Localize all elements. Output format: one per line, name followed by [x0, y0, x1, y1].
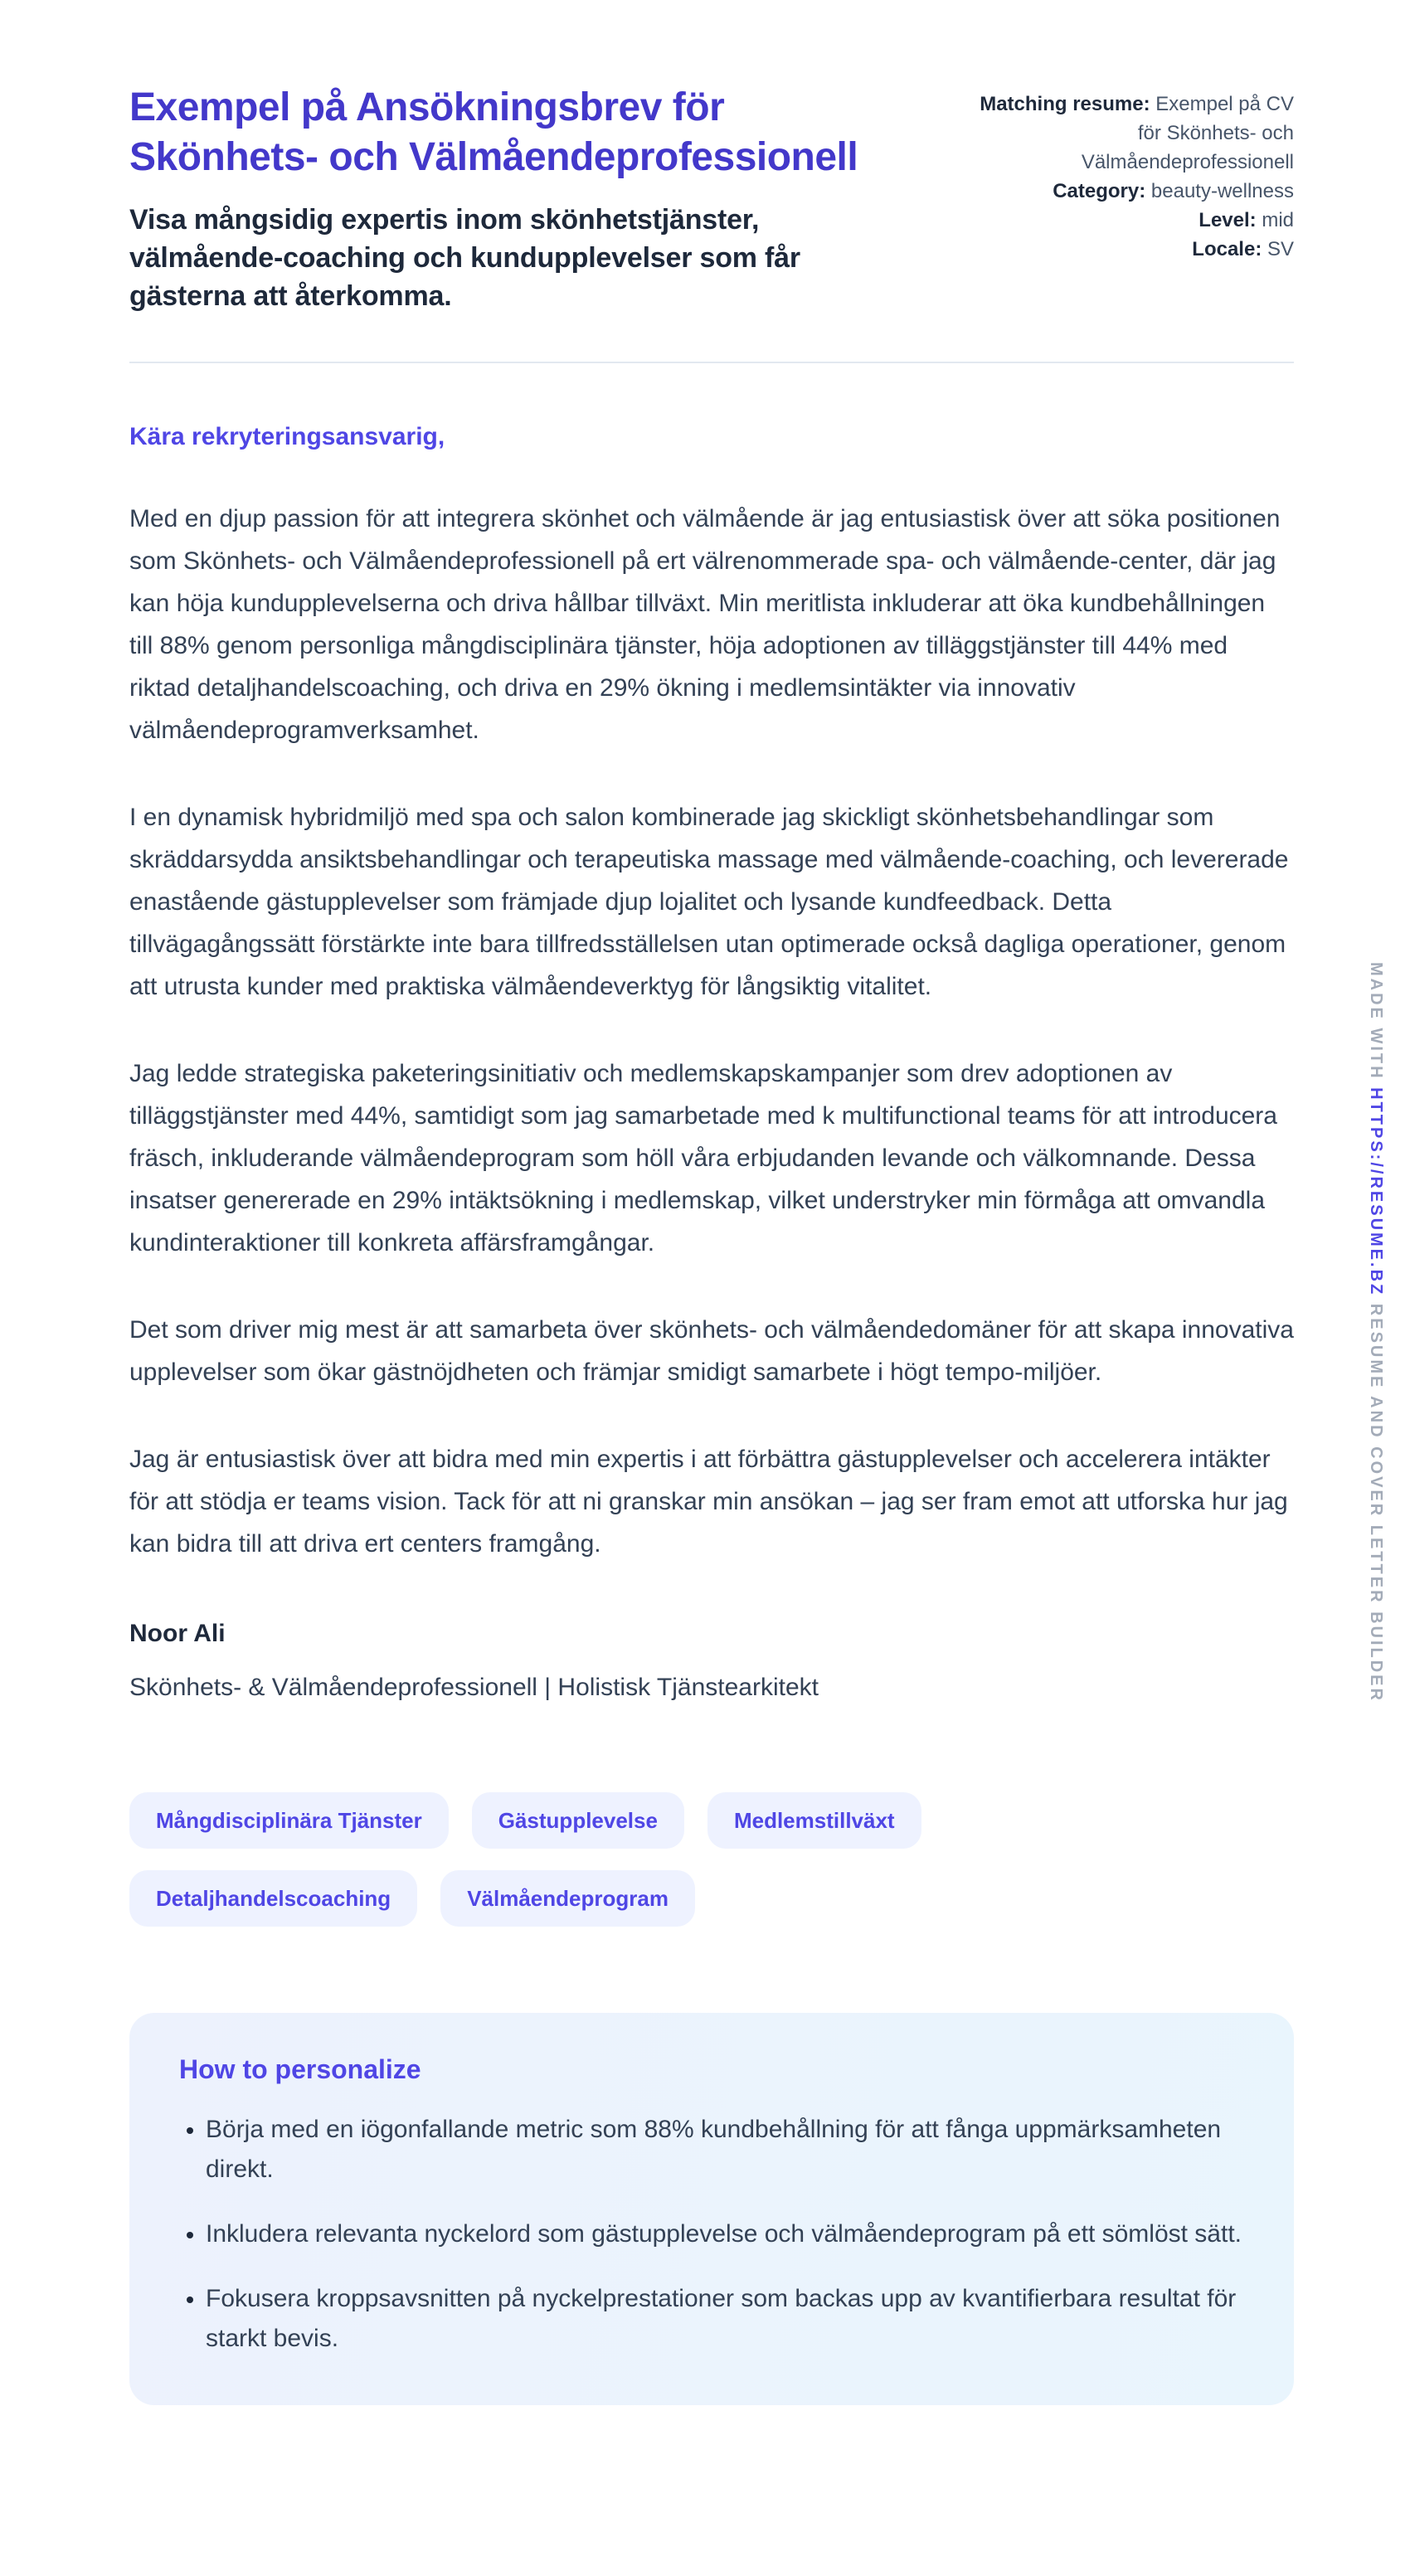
- watermark: [1366, 962, 1385, 1703]
- meta-value: beauty-wellness: [1150, 180, 1294, 202]
- letter-paragraph: Jag ledde strategiska paketeringsinitiativ och medlemskapskampanjer som drev adoptionen av tilläggstjänster med 44%, samtidigt som jag samarbetade med k multifunctional teams för att introducera fräsch, inkluderande välmåendeprogram som höll våra erbjudanden levande och välkomnande. Dessa insatser genererade en 29% intäktsökning i medlemskap, vilket understryker min förmåga att omvandla kundinteraktioner till konkreta affärsframgångar.: [129, 1060, 1277, 1256]
- letter-paragraph: Med en djup passion för att integrera skönhet och välmående är jag entusiastisk över att söka positionen som Skönhets- och Välmåendeprofessionell på ert välrenommerade spa- och välmående-center, där jag kan höja kundupplevelserna och driva hållbar tillväxt. Min meritlista inkluderar att öka kundbehållningen till 88% genom personliga mångdisciplinära tjänster, höja adoptionen av tilläggstjänster till 44% med riktad detaljhandelscoaching, och driva en 29% ökning i medlemsintäkter via innovativ välmåendeprogramverksamhet.: [129, 505, 1281, 744]
- tag-chip: Medlemstillväxt: [707, 1792, 921, 1849]
- tips-card: [129, 2013, 1294, 2405]
- header-left: [129, 83, 901, 315]
- page-header: [129, 83, 1294, 315]
- tag-chip: Detaljhandelscoaching: [129, 1870, 417, 1927]
- salutation: Kära rekryteringsansvarig,: [129, 423, 445, 450]
- letter-paragraph: Jag är entusiastisk över att bidra med min expertis i att förbättra gästupplevelser och accelerera intäkter för att stödja er teams vision. Tack för att ni granskar min ansökan – jag ser fram emot att utforska hur jag kan bidra till att driva ert centers framgång.: [129, 1446, 1288, 1558]
- header-divider: [129, 362, 1294, 363]
- tag-chip: Välmåendeprogram: [440, 1870, 695, 1927]
- signature-title: Skönhets- & Välmåendeprofessionell | Holistisk Tjänstearkitekt: [129, 1674, 819, 1701]
- meta-label: Locale:: [1192, 238, 1262, 260]
- meta-row: [954, 90, 1294, 177]
- watermark-link[interactable]: HTTPS://RESUME.BZ: [1367, 1087, 1385, 1297]
- watermark-prefix: MADE WITH: [1367, 962, 1385, 1081]
- meta-label: Level:: [1198, 209, 1257, 231]
- meta-label: Category:: [1053, 180, 1146, 202]
- tips-list: [166, 2110, 1244, 2359]
- meta-row: [954, 235, 1294, 264]
- tag-chip: Gästupplevelse: [472, 1792, 684, 1849]
- watermark-suffix: RESUME AND COVER LETTER BUILDER: [1367, 1303, 1385, 1703]
- letter-paragraphs: [129, 498, 1294, 1565]
- page-subtitle: Visa mångsidig expertis inom skönhetstjänster, välmående-coaching och kundupplevelser som får gästerna att återkomma.: [129, 204, 800, 312]
- letter-body: [129, 423, 1294, 1706]
- tag-list: [129, 1792, 1208, 1927]
- meta-row: [954, 206, 1294, 235]
- meta-label: Matching resume:: [980, 93, 1150, 115]
- signature-name: Noor Ali: [129, 1620, 226, 1647]
- page-title: Exempel på Ansökningsbrev för Skönhets- och Välmåendeprofessionell: [129, 85, 858, 179]
- tip-item: • Fokusera kroppsavsnitten på nyckelprestationer som backas upp av kvantifierbara resultat för starkt bevis.: [206, 2279, 1244, 2359]
- meta-value: SV: [1267, 238, 1294, 260]
- tip-item: • Inkludera relevanta nyckelord som gästupplevelse och välmåendeprogram på ett sömlöst sätt.: [206, 2214, 1244, 2254]
- meta-value: mid: [1262, 209, 1294, 231]
- meta-value: Exempel på CV för Skönhets- och Välmåendeprofessionell: [1081, 93, 1294, 173]
- tag-chip: Mångdisciplinära Tjänster: [129, 1792, 449, 1849]
- tip-item: • Börja med en iögonfallande metric som 88% kundbehållning för att fånga uppmärksamheten direkt.: [206, 2110, 1244, 2190]
- meta-panel: [954, 83, 1294, 264]
- letter-paragraph: Det som driver mig mest är att samarbeta över skönhets- och välmåendedomäner för att skapa innovativa upplevelser som ökar gästnöjdheten och främjar smidigt samarbete i högt tempo-miljöer.: [129, 1316, 1294, 1386]
- meta-row: [954, 177, 1294, 206]
- tips-title: How to personalize: [179, 2054, 421, 2084]
- letter-paragraph: I en dynamisk hybridmiljö med spa och salon kombinerade jag skickligt skönhetsbehandlingar som skräddarsydda ansiktsbehandlingar och terapeutiska massage med välmående-coaching, och levererade enastående gästupplevelser som främjade djup lojalitet och lysande kundfeedback. Detta tillvägagångssätt förstärkte inte bara tillfredsställelsen utan optimerade också dagliga operationer, genom att utrusta kunder med praktiska välmåendeverktyg för långsiktig vitalitet.: [129, 804, 1289, 1000]
